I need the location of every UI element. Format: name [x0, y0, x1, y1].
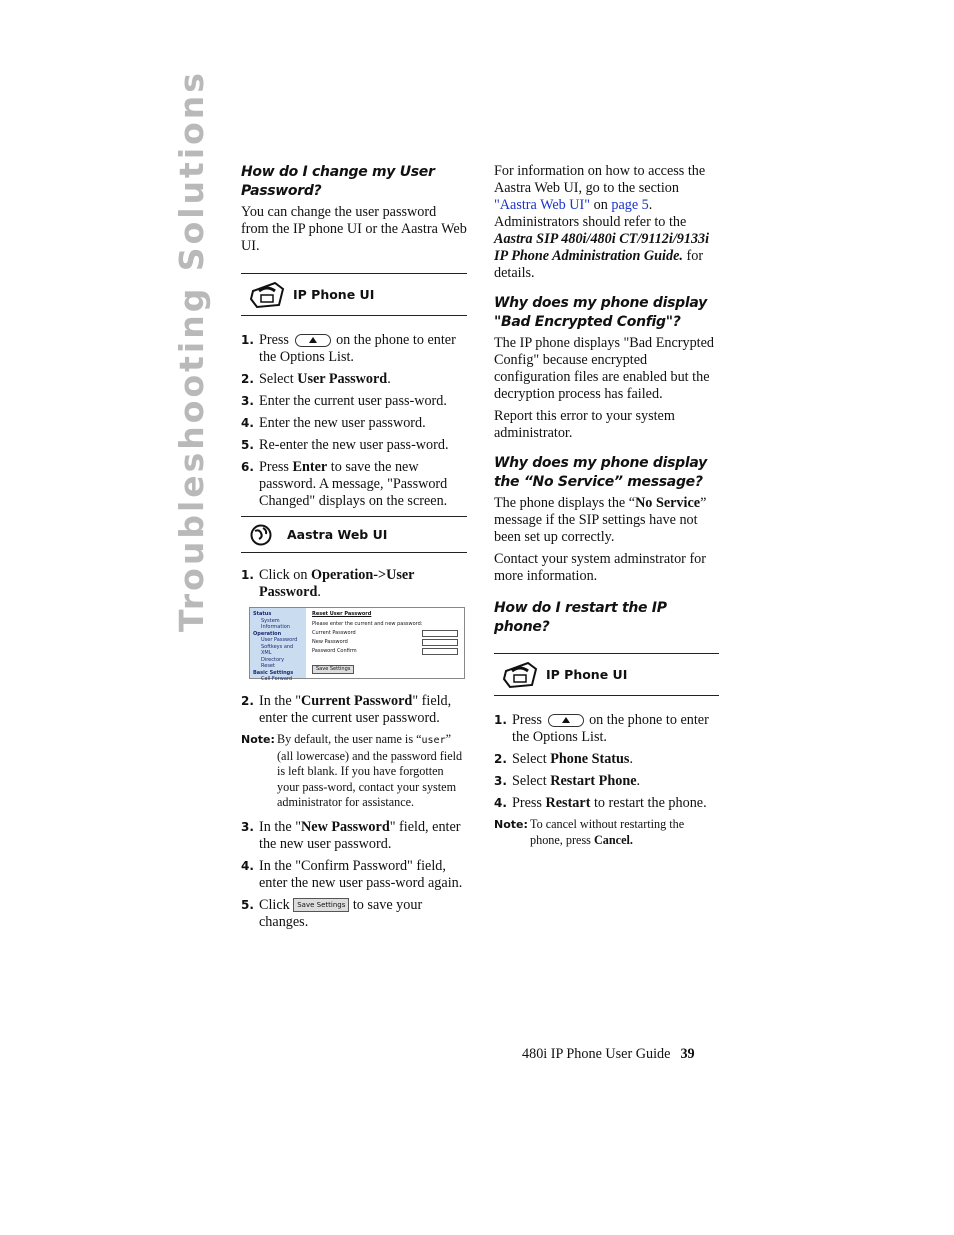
- screenshot-nav-item: Directory: [261, 656, 285, 663]
- step-number: 2.: [241, 372, 254, 386]
- step-text: Re-enter the new user pass-word.: [259, 437, 449, 453]
- step-number: 1.: [241, 568, 254, 582]
- step-text: " field, enter the current user password.: [259, 693, 452, 726]
- step-text: on the phone to enter the Options List.: [259, 332, 456, 365]
- step-text: Enter the current user pass-word.: [259, 393, 447, 409]
- aastra-web-ui-section-header: [241, 516, 467, 553]
- screenshot-field-row: [312, 639, 458, 646]
- note-text: By default, the user name is “: [277, 732, 422, 746]
- list-item: [241, 371, 467, 388]
- step-text: In the ": [259, 818, 302, 835]
- reset-password-screenshot: [249, 607, 465, 682]
- step-number: 3.: [241, 394, 254, 408]
- screenshot-subtitle: Please enter the current and new password:: [312, 621, 423, 627]
- step-text: on the phone to enter the Options List.: [512, 712, 709, 745]
- step-text: In the "Confirm Password" field, enter the new user pass-word again.: [259, 857, 463, 891]
- step-text: " field, enter the new user password.: [259, 818, 461, 852]
- screenshot-nav-item: Reset: [261, 663, 275, 669]
- list-item: [241, 332, 467, 366]
- step-bold: Restart Phone: [550, 773, 637, 789]
- step-text: .: [387, 371, 391, 387]
- default-user-note: [241, 732, 467, 811]
- screenshot-nav-item: System Information: [261, 617, 290, 630]
- question-bad-config-heading: Why does my phone display "Bad Encrypted Config"?: [494, 295, 707, 330]
- step-text: Select: [259, 371, 298, 387]
- step-bold: User Password: [297, 371, 388, 387]
- screenshot-main: [306, 608, 464, 678]
- screenshot-nav-item: Operation: [253, 630, 282, 637]
- step-text: to save the new password. A message, "Password Changed" displays on the screen.: [259, 459, 448, 509]
- screenshot-field-row: [312, 630, 458, 637]
- intro-text: . Administrators should refer to the: [494, 197, 687, 230]
- phone-icon: [502, 661, 538, 689]
- screenshot-field-input: [422, 648, 458, 655]
- aastra-web-ui-link[interactable]: "Aastra Web UI": [494, 197, 591, 213]
- screenshot-nav-item: Basic Settings: [253, 669, 294, 676]
- footer-title: 480i IP Phone User Guide: [522, 1046, 671, 1062]
- step-text: Select: [512, 773, 551, 789]
- screenshot-field-row: [312, 648, 458, 655]
- web-ui-intro: [494, 163, 719, 282]
- no-service-contact: Contact your system adminstrator for more information.: [494, 551, 706, 584]
- step-number: 1.: [494, 713, 507, 727]
- list-item: [241, 393, 467, 410]
- page-footer: [522, 1046, 695, 1063]
- screenshot-nav-item: Softkeys and XML: [261, 643, 294, 656]
- left-column: [241, 163, 467, 936]
- step-text: Click on: [259, 567, 312, 583]
- step-number: 6.: [241, 460, 254, 474]
- screenshot-field-label: Password Confirm: [312, 648, 357, 654]
- page-number: 39: [680, 1046, 695, 1062]
- list-item: [241, 897, 467, 931]
- screenshot-field-label: New Password: [312, 639, 348, 645]
- screenshot-field-label: Current Password: [312, 630, 356, 636]
- aastra-web-ui-label: Aastra Web UI: [287, 527, 388, 542]
- ip-phone-steps-list: [241, 332, 467, 510]
- ip-phone-ui-section-header: [241, 273, 467, 316]
- ip-phone-ui-label: IP Phone UI: [546, 667, 628, 682]
- admin-guide-title: Aastra SIP 480i/480i CT/9112i/9133i IP Phone Administration Guide.: [494, 231, 710, 264]
- step-bold: Enter: [292, 459, 328, 475]
- list-item: [494, 751, 719, 768]
- no-service-text: [494, 495, 719, 546]
- list-item: [241, 858, 467, 892]
- step-number: 4.: [241, 858, 254, 873]
- step-number: 1.: [241, 333, 254, 347]
- step-number: 5.: [241, 897, 254, 912]
- question-change-password-heading: How do I change my User Password?: [241, 164, 435, 199]
- screenshot-nav-item: Call Forward: [261, 676, 293, 682]
- screenshot-nav-item: Status: [253, 611, 272, 617]
- step-text: Click: [259, 896, 290, 913]
- note-text: ” (all lowercase) and the password field is left blank. If you have forgotten your pass-word, contact your system administrator for assistance.: [277, 732, 463, 809]
- no-service-text-part: The phone displays the “: [494, 495, 636, 511]
- screenshot-nav: [250, 608, 306, 682]
- step-text: Press: [259, 332, 289, 348]
- side-title: Troubleshooting Solutions: [172, 70, 211, 632]
- list-item: [241, 567, 467, 601]
- note-label: Note:: [494, 818, 528, 831]
- step-text: Press: [512, 795, 546, 811]
- web-steps-list-a: [241, 567, 467, 601]
- list-item: [241, 459, 467, 510]
- step-number: 5.: [241, 438, 254, 452]
- step-bold: Restart: [545, 795, 591, 811]
- list-item: [241, 437, 467, 454]
- step-number: 2.: [494, 752, 507, 766]
- list-item: [494, 795, 719, 812]
- ip-phone-ui-section-header-2: [494, 653, 719, 696]
- step-number: 2.: [241, 694, 254, 708]
- step-bold: New Password: [301, 818, 390, 835]
- list-item: [241, 415, 467, 432]
- screenshot-title: Reset User Password: [312, 611, 372, 617]
- phone-icon: [249, 281, 285, 309]
- no-service-bold: No Service: [635, 495, 701, 511]
- save-settings-button-image: Save Settings: [293, 898, 349, 912]
- step-number: 3.: [241, 819, 254, 834]
- globe-icon: [249, 523, 273, 547]
- step-number: 4.: [494, 796, 507, 810]
- list-item: [494, 712, 719, 746]
- screenshot-field-input: [422, 630, 458, 637]
- note-text: To cancel without restarting the phone, press: [530, 817, 685, 847]
- web-steps-list-b: [241, 693, 467, 727]
- page-5-link[interactable]: page 5: [611, 197, 649, 213]
- bad-config-text: The IP phone displays "Bad Encrypted Config" because encrypted configuration files are enabled but the decryption process has failed.: [494, 335, 715, 402]
- step-text: .: [317, 584, 321, 600]
- intro-text: For information on how to access the Aastra Web UI, go to the section: [494, 163, 706, 196]
- screenshot-nav-item: User Password: [261, 637, 298, 643]
- step-text: Press: [512, 712, 542, 728]
- note-bold: Cancel.: [593, 832, 633, 847]
- note-username: user: [421, 735, 446, 746]
- step-bold: Phone Status: [550, 751, 630, 767]
- no-service-text-part: ” message if the SIP settings have not been set up correctly.: [494, 495, 707, 545]
- list-item: [494, 773, 719, 790]
- step-bold: Current Password: [301, 693, 413, 709]
- right-column: [494, 163, 719, 856]
- step-text: .: [629, 751, 633, 767]
- step-text: .: [636, 773, 641, 789]
- screenshot-field-input: [422, 639, 458, 646]
- question-no-service-heading: Why does my phone display the “No Service” message?: [494, 455, 707, 490]
- question-restart-heading: How do I restart the IP phone?: [494, 600, 667, 635]
- step-text: In the ": [259, 693, 302, 709]
- screenshot-save-button: Save Settings: [312, 665, 354, 674]
- step-number: 3.: [494, 774, 507, 788]
- intro-text: for details.: [494, 248, 704, 281]
- step-text: Select: [512, 751, 551, 767]
- bad-config-report: Report this error to your system administrator.: [494, 408, 675, 441]
- step-number: 4.: [241, 416, 254, 430]
- options-key-icon: [295, 334, 331, 347]
- step-text: to restart the phone.: [590, 795, 707, 811]
- options-key-icon: [548, 714, 584, 727]
- list-item: [241, 819, 467, 853]
- question-change-password-text: You can change the user password from the IP phone UI or the Aastra Web UI.: [241, 204, 467, 254]
- intro-text: on: [590, 197, 612, 213]
- ip-phone-ui-label: IP Phone UI: [293, 287, 375, 302]
- cancel-note: [494, 817, 719, 848]
- list-item: [241, 693, 467, 727]
- step-text: to save your changes.: [259, 896, 423, 930]
- step-text: Enter the new user password.: [259, 415, 426, 431]
- web-steps-list-c: [241, 819, 467, 931]
- restart-steps-list: [494, 712, 719, 812]
- note-label: Note:: [241, 733, 275, 746]
- step-text: Press: [259, 459, 293, 475]
- step-bold: Operation->User Password: [259, 567, 415, 600]
